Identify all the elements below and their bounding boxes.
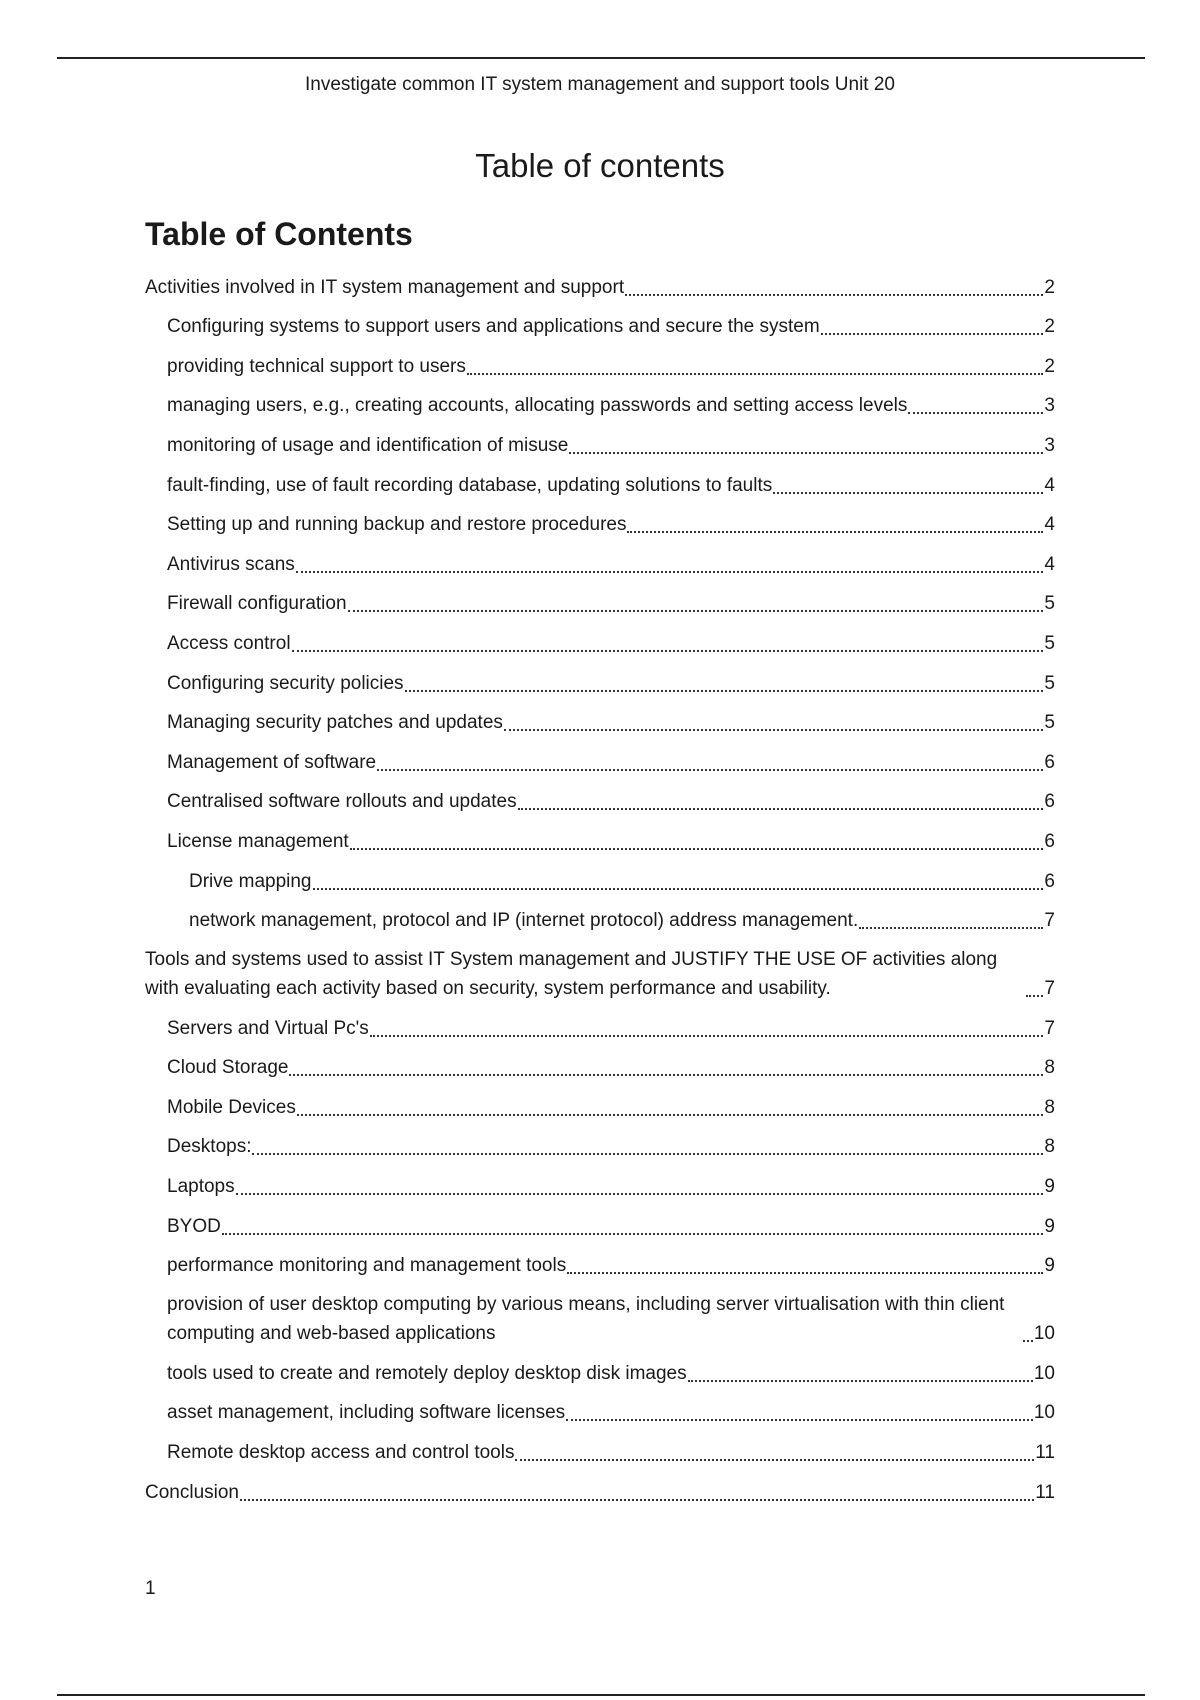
- toc-leader-dots: [566, 1419, 1033, 1421]
- toc-entry-text: Cloud Storage: [167, 1057, 289, 1079]
- toc-entry-page: 8: [1044, 1136, 1055, 1158]
- toc-leader-dots: [467, 373, 1044, 375]
- toc-entry-page: 3: [1044, 395, 1055, 417]
- toc-entry-page: 7: [1044, 910, 1055, 932]
- toc-leader-dots: [821, 333, 1044, 335]
- toc-entry[interactable]: [145, 1356, 1055, 1396]
- toc-entry-text: Setting up and running backup and restore procedures: [167, 514, 627, 536]
- toc-entry-page: 5: [1044, 632, 1055, 654]
- toc-entry-text: Managing security patches and updates: [167, 712, 503, 734]
- toc-entry-page: 7: [1044, 1017, 1055, 1039]
- toc-entry[interactable]: [145, 1130, 1055, 1170]
- toc-entry-text: Access control: [167, 632, 291, 654]
- toc-entry-text: monitoring of usage and identification of misuse: [167, 434, 569, 456]
- toc-leader-dots: [625, 294, 1043, 296]
- toc-entry[interactable]: [145, 785, 1055, 825]
- toc-entry-text: Antivirus scans: [167, 553, 295, 575]
- toc-entry[interactable]: [145, 745, 1055, 785]
- toc-entry[interactable]: [145, 626, 1055, 666]
- toc-leader-dots: [569, 452, 1043, 454]
- toc-entry[interactable]: [145, 1090, 1055, 1130]
- toc-entry-text: BYOD: [167, 1215, 221, 1237]
- toc-entry-page: 11: [1035, 1481, 1055, 1503]
- toc-entry[interactable]: [145, 706, 1055, 746]
- toc-entry[interactable]: [145, 310, 1055, 350]
- document-title: Table of contents: [475, 147, 725, 184]
- toc-entry-text: Activities involved in IT system management and support: [145, 276, 625, 298]
- toc-entry-text: provision of user desktop computing by various means, including server virtualisation with thin client computing and web-based applications: [167, 1294, 1005, 1345]
- toc-entry-page: 9: [1044, 1176, 1055, 1198]
- toc-entry-page: 11: [1035, 1442, 1055, 1464]
- toc-entry[interactable]: [145, 1396, 1055, 1436]
- toc-entry-page: 9: [1044, 1255, 1055, 1277]
- toc-leader-dots: [313, 888, 1044, 890]
- toc-entry-page: 10: [1033, 1323, 1055, 1345]
- toc-leader-dots: [350, 848, 1044, 850]
- toc-entry-text: Desktops:: [167, 1136, 252, 1158]
- toc-entry-page: 4: [1044, 553, 1055, 575]
- toc-entry[interactable]: [145, 428, 1055, 468]
- toc-entry[interactable]: [145, 1169, 1055, 1209]
- toc-entry[interactable]: [145, 468, 1055, 508]
- toc-entry-page: 10: [1033, 1402, 1055, 1424]
- toc-entry-page: 6: [1044, 870, 1055, 892]
- toc-entry[interactable]: [145, 1209, 1055, 1249]
- toc-leader-dots: [627, 531, 1043, 533]
- page-number: 1: [145, 1578, 156, 1599]
- toc-entry-page: 5: [1044, 712, 1055, 734]
- toc-leader-dots: [1026, 995, 1043, 997]
- toc-entry-page: 6: [1044, 830, 1055, 852]
- toc-entry[interactable]: [145, 270, 1055, 310]
- toc-entry-text: Configuring security policies: [167, 672, 404, 694]
- toc-entry-page: 4: [1044, 514, 1055, 536]
- toc-leader-dots: [567, 1272, 1043, 1274]
- toc-entry-page: 2: [1044, 276, 1055, 298]
- toc-entry-text: Mobile Devices: [167, 1096, 296, 1118]
- toc-entry[interactable]: [145, 1011, 1055, 1051]
- toc-leader-dots: [1023, 1340, 1033, 1342]
- header-rule: [57, 57, 1145, 59]
- toc-leader-dots: [515, 1459, 1034, 1461]
- toc-entry[interactable]: [145, 547, 1055, 587]
- toc-leader-dots: [292, 650, 1044, 652]
- toc-entry[interactable]: [145, 904, 1055, 944]
- toc-entry-page: 10: [1033, 1362, 1055, 1384]
- toc-entry[interactable]: [145, 1435, 1055, 1475]
- toc-entry-page: 2: [1044, 316, 1055, 338]
- toc-entry-text: network management, protocol and IP (internet protocol) address management.: [189, 910, 859, 932]
- toc-entry[interactable]: [145, 943, 1055, 1011]
- toc-entry[interactable]: [145, 1249, 1055, 1289]
- toc-leader-dots: [405, 690, 1044, 692]
- toc-leader-dots: [518, 808, 1044, 810]
- toc-entry[interactable]: [145, 349, 1055, 389]
- toc-leader-dots: [504, 729, 1044, 731]
- toc-leader-dots: [688, 1380, 1033, 1382]
- toc-entry[interactable]: [145, 864, 1055, 904]
- toc-entry-text: Remote desktop access and control tools: [167, 1442, 515, 1464]
- toc-entry-text: providing technical support to users: [167, 355, 466, 377]
- toc-leader-dots: [240, 1499, 1034, 1501]
- toc-entry-page: 8: [1044, 1057, 1055, 1079]
- table-of-contents: [145, 270, 1055, 1515]
- toc-entry-text: Servers and Virtual Pc's: [167, 1017, 369, 1039]
- toc-entry[interactable]: [145, 389, 1055, 429]
- toc-leader-dots: [370, 1035, 1044, 1037]
- toc-heading: Table of Contents: [145, 216, 413, 252]
- toc-entry-text: Drive mapping: [189, 870, 312, 892]
- running-header: Investigate common IT system management and support tools Unit 20: [304, 74, 895, 95]
- toc-entry[interactable]: [145, 508, 1055, 548]
- toc-entry-page: 5: [1044, 593, 1055, 615]
- toc-entry[interactable]: [145, 1288, 1055, 1356]
- toc-entry-page: 3: [1044, 434, 1055, 456]
- toc-leader-dots: [252, 1153, 1043, 1155]
- toc-entry-page: 6: [1044, 751, 1055, 773]
- toc-entry[interactable]: [145, 587, 1055, 627]
- toc-entry-text: Management of software: [167, 751, 377, 773]
- toc-entry-text: Configuring systems to support users and applications and secure the system: [167, 316, 820, 338]
- toc-entry-text: Centralised software rollouts and updates: [167, 791, 517, 813]
- toc-entry-page: 2: [1044, 355, 1055, 377]
- toc-entry[interactable]: [145, 1051, 1055, 1091]
- toc-entry-text: performance monitoring and management tools: [167, 1255, 567, 1277]
- toc-entry-page: 8: [1044, 1096, 1055, 1118]
- toc-entry-page: 7: [1044, 978, 1055, 1000]
- toc-entry-text: Conclusion: [145, 1481, 239, 1503]
- toc-entry-page: 9: [1044, 1215, 1055, 1237]
- toc-entry[interactable]: [145, 1475, 1055, 1515]
- toc-entry-text: License management: [167, 830, 349, 852]
- toc-entry[interactable]: [145, 666, 1055, 706]
- toc-entry-text: asset management, including software licenses: [167, 1402, 566, 1424]
- toc-leader-dots: [289, 1074, 1043, 1076]
- toc-entry-text: managing users, e.g., creating accounts, allocating passwords and setting access levels: [167, 395, 908, 417]
- toc-leader-dots: [773, 492, 1043, 494]
- toc-entry-text: Laptops: [167, 1176, 235, 1198]
- toc-entry-page: 5: [1044, 672, 1055, 694]
- toc-entry-page: 6: [1044, 791, 1055, 813]
- toc-entry-text: Firewall configuration: [167, 593, 347, 615]
- toc-entry-page: 4: [1044, 474, 1055, 496]
- toc-leader-dots: [236, 1193, 1044, 1195]
- toc-entry-text: Tools and systems used to assist IT System management and JUSTIFY THE USE OF activities along with evaluating each activity based on security, system performance and usability.: [145, 949, 998, 1000]
- toc-entry-text: tools used to create and remotely deploy desktop disk images: [167, 1362, 687, 1384]
- toc-leader-dots: [348, 610, 1044, 612]
- toc-leader-dots: [377, 769, 1043, 771]
- toc-leader-dots: [859, 927, 1043, 929]
- toc-leader-dots: [297, 1114, 1044, 1116]
- toc-leader-dots: [908, 412, 1043, 414]
- toc-leader-dots: [296, 571, 1044, 573]
- toc-leader-dots: [222, 1233, 1044, 1235]
- footer-rule: [57, 1694, 1145, 1696]
- toc-entry-text: fault-finding, use of fault recording database, updating solutions to faults: [167, 474, 773, 496]
- toc-entry[interactable]: [145, 824, 1055, 864]
